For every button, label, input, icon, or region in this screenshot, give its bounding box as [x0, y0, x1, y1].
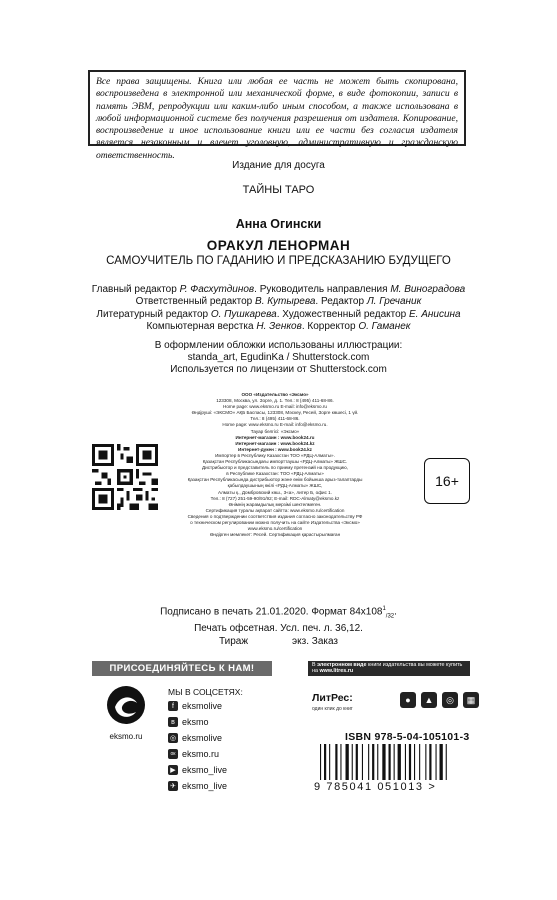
- print-line-2: Печать офсетная. Усл. печ. л. 36,12.: [194, 623, 363, 635]
- social-heading: МЫ В СОЦСЕТЯХ:: [168, 687, 243, 697]
- print-info: [0, 603, 557, 649]
- qr-code-icon: [92, 444, 158, 510]
- illustration-line: standa_art, EgudinKa / Shutterstock.com: [187, 352, 370, 364]
- join-us-banner: ПРИСОЕДИНЯЙТЕСЬ К НАМ!: [92, 661, 272, 676]
- fine-line: Дистрибьютор и представитель по приему претензий на продукцию,: [202, 465, 348, 471]
- age-rating-badge: 16+: [424, 458, 470, 504]
- credit-line-0: Главный редактор Р. Фасхутдинов. Руководитель направления М. Виноградова: [91, 284, 466, 295]
- copyright-notice: Все права защищены. Книга или любая ее часть не может быть скопирована, воспроизведена в электронной или механической форме, в виде фотокопии, записи в память ЭВМ, репродукции или каким-либо иным способом, а также использована в любой информационной системе без получения разрешения от издателя. Копирование, воспроизведение и иное использование книги или ее части без согласия издателя является незаконным и влечет уголовную, административную и гражданскую ответственность.: [88, 70, 466, 146]
- book-title: ОРАКУЛ ЛЕНОРМАН: [206, 238, 351, 253]
- social-item-ok: [168, 749, 219, 759]
- fine-line: Home page: www.eksmo.ru E-mail: info@eksmo.ru.: [222, 422, 328, 428]
- telegram-icon: ✈: [168, 781, 178, 791]
- youtube-icon: ▶: [168, 765, 178, 775]
- fine-line: Тел.: 8 (495) 411-68-86.: [250, 416, 300, 422]
- publisher-site: eksmo.ru: [109, 732, 143, 741]
- fine-line: www.eksmo.ru/certification: [247, 526, 303, 532]
- fine-line: Қазақстан Республикасындағы импорттаушы «РДЦ-Алматы» ЖШС.: [202, 459, 348, 465]
- social-label: eksmo_live: [182, 781, 228, 791]
- litres-logo: ЛитРес:: [312, 692, 353, 704]
- credit-line-2: Литературный редактор О. Пушкарева. Художественный редактор Е. Анисина: [96, 308, 461, 320]
- fine-line: Интернет-магазин : www.book24.ru: [235, 434, 315, 440]
- barcode-icon: [312, 744, 472, 780]
- fine-line: Home page: www.eksmo.ru E-mail: info@eksmo.ru: [223, 404, 327, 410]
- apple-icon: ●: [400, 692, 416, 708]
- fine-line: Өнімнің жарамдылық мерзімі шектелмеген.: [228, 501, 322, 507]
- social-item-vk: [168, 717, 209, 727]
- web-icon: ◎: [442, 692, 458, 708]
- fine-line: Интернет-магазин : www.book24.kz: [235, 440, 315, 446]
- credit-line-3: Компьютерная верстка Н. Зенков. Корректор О. Гаманек: [146, 321, 411, 333]
- publisher-fine-print: [160, 392, 390, 538]
- print-line-1: Подписано в печать 21.01.2020. Формат $84x108^1_{/32}$.: [160, 606, 397, 620]
- fine-line: Тауар белгісі: «Эксмо»: [250, 428, 300, 434]
- illustration-line: В оформлении обложки использованы иллюстрации:: [154, 340, 403, 351]
- fine-line: Сертификация туралы ақпарат сайтта: www.eksmo.ru/certification: [205, 507, 345, 513]
- author-name: Анна Огински: [235, 217, 322, 231]
- social-label: eksmo.ru: [182, 749, 220, 759]
- ok-icon: ок: [168, 749, 178, 759]
- social-label: eksmolive: [182, 701, 223, 711]
- social-label: eksmo_live: [182, 765, 228, 775]
- social-item-youtube: [168, 765, 227, 775]
- fine-line: Импортер в Республику Казахстан ТОО «РДЦ-Алматы».: [215, 452, 335, 458]
- book-subtitle: САМОУЧИТЕЛЬ ПО ГАДАНИЮ И ПРЕДСКАЗАНИЮ БУДУЩЕГО: [106, 255, 451, 267]
- illustration-credits: [0, 340, 557, 377]
- fine-line: Сведения о подтверждении соответствия издания согласно законодательству РФ: [187, 513, 363, 519]
- fine-line: 123308, Москва, ул. Зорге, д. 1. Тел.: 8 (495) 411-68-86.: [216, 398, 334, 404]
- series-name: ТАЙНЫ ТАРО: [242, 184, 315, 196]
- fine-line: Алматы қ., Домбровский көш., 3«а», литер Б, офис 1.: [218, 489, 332, 495]
- fine-line: Өндірген мемлекет: Ресей. Сертификация қарастырылмаған: [209, 532, 341, 538]
- windows-icon: ▦: [463, 692, 479, 708]
- litres-tagline: один клик до книг: [312, 706, 353, 712]
- social-label: eksmo: [182, 717, 209, 727]
- fine-line: ООО «Издательство «Эксмо»: [241, 392, 309, 397]
- fine-line: Қазақстан Республикасында дистрибьютор және өнім бойынша арыз-талаптарды: [187, 477, 363, 483]
- social-item-instagram: [168, 733, 222, 743]
- illustration-line: Используется по лицензии от Shutterstock.com: [170, 364, 387, 376]
- eksmo-logo-icon: [106, 685, 146, 725]
- social-item-telegram: [168, 781, 227, 791]
- print-line-3: Тираж экз. Заказ: [218, 635, 339, 647]
- android-icon: ▲: [421, 692, 437, 708]
- fine-line: в Республике Казахстан: ТОО «РДЦ-Алматы»: [226, 471, 324, 477]
- vk-icon: в: [168, 717, 178, 727]
- instagram-icon: ◎: [169, 735, 177, 742]
- litres-banner: В электронном виде книги издательства вы можете купить на www.litres.ru: [308, 661, 470, 676]
- fine-line: Өндіруші: «ЭКСМО» АҚБ Баспасы, 123308, Мәскеу, Ресей, Зорге көшесі, 1 үй.: [191, 410, 359, 416]
- credit-line-1: Ответственный редактор В. Кутырева. Редактор Л. Гречаник: [135, 296, 422, 308]
- isbn-number: ISBN 978-5-04-105101-3: [345, 731, 470, 743]
- credits-block: [0, 284, 557, 334]
- fine-line: қабылдаушының өкілі «РДЦ-Алматы» ЖШС,: [227, 483, 323, 489]
- fine-line: Тел.: 8 (727) 251-59-90/91/92; E-mail: RDC-Almaty@eksmo.kz: [210, 495, 340, 501]
- fine-line: о техническом регулировании можно получить на сайте Издательства «Эксмо»: [190, 519, 360, 525]
- facebook-icon: f: [168, 701, 178, 711]
- social-label: eksmolive: [182, 733, 223, 743]
- social-item-facebook: [168, 701, 222, 711]
- barcode-digits: 9 785041 051013 >: [314, 781, 437, 793]
- app-store-icons: [400, 692, 479, 708]
- edition-type: Издание для досуга: [232, 160, 325, 171]
- fine-line: Интернет-дүкен : www.book24.kz: [238, 446, 312, 452]
